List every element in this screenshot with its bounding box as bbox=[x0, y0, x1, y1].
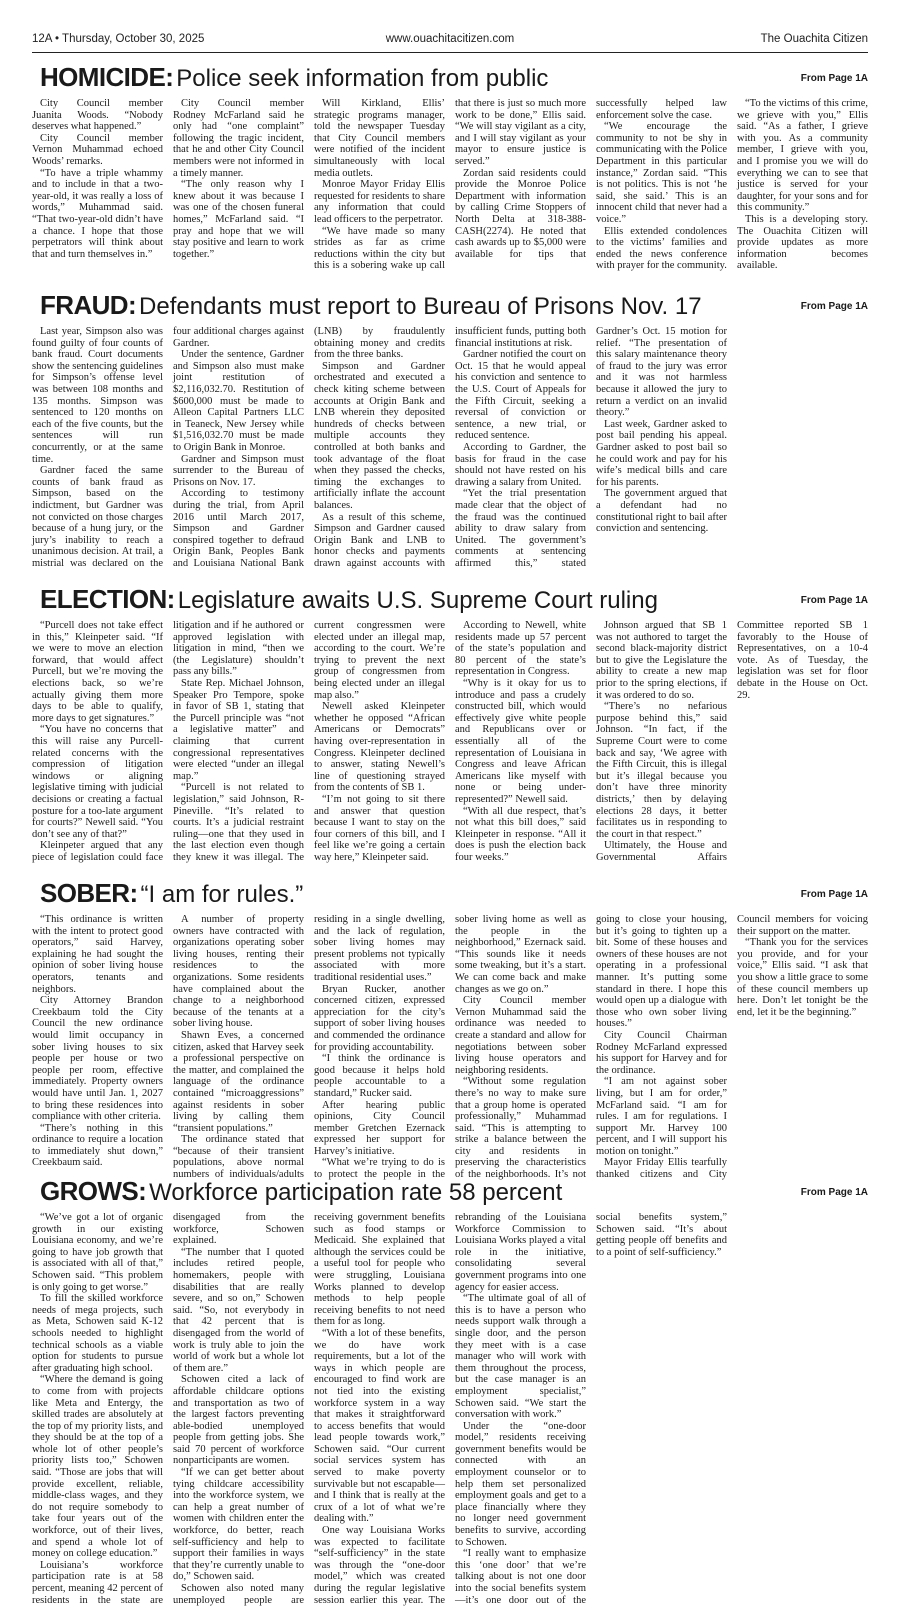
paragraph: One way Louisiana Works was expected to facilitate “self-sufficiency” in the state was through the “one-door model,” which was created during the regular legislative session earlier this year. The rebranding of the Louisiana Workforce Commission to Louisiana Works played a vital role in the initiative, consolidating several government programs into one agency for easier access. bbox=[314, 1212, 586, 1606]
paragraph: “Without some regulation there’s no way to make sure that a group home is operated professionally,” Muhammad said. “This is attempting to strike a balance between the city and residents in preserving the characteristics of the neighborhoods. It’s not going to close your housing, but it’s going to tighten up a bit. Some of these houses and owners of these houses are not operating in a professional manner. It’s putting some standard in there. I hope this would open up a dialogue with those who own sober living houses.” bbox=[455, 914, 727, 1181]
paragraph: “We’ve got a lot of organic growth in our existing Louisiana economy, and we’re going to have job growth that is associated with all of that,” Schowen said. “This problem is only going to get worse.” bbox=[32, 1212, 163, 1293]
story-body bbox=[32, 914, 868, 1192]
jump-label: From Page 1A bbox=[800, 1187, 868, 1198]
story-body bbox=[32, 1212, 868, 1610]
page-number: 12A bbox=[32, 33, 52, 45]
paragraph: Under the sentence, Gardner and Simpson also must make joint restitution of $2,116,032.70. Restitution of $600,000 must be made to Alleon Capital Partners LLC in Teaneck, New Jersey while $1,516,032.70 must be made to Origin Bank in Monroe. bbox=[173, 349, 304, 453]
story-fraud bbox=[32, 286, 868, 570]
paragraph: Zordan said residents could provide the Monroe Police Department with information by calling Crime Stoppers of North Delta at 318-388-CASH(2274). He noted that cash awards up to $5,000 were available for tips that successfully helped law enforcement solve the case. bbox=[455, 98, 727, 260]
paragraph: “With all due respect, that’s not what this bill does,” said Kleinpeter in response. “All it does is push the election back four weeks.” bbox=[455, 805, 586, 863]
story-kicker: ELECTION: Legislature awaits U.S. Supreme Court ruling bbox=[40, 584, 658, 614]
paragraph: “I am not against sober living, but I am for order,” McFarland said. “I am for rules. I am for regulations. I support Mr. Harvey 100 percent, and I will support his motion on tonight.” bbox=[596, 1076, 727, 1157]
story-kicker: FRAUD: Defendants must report to Bureau of Prisons Nov. 17 bbox=[40, 290, 702, 320]
paragraph: Monroe Mayor Friday Ellis requested for residents to share any information that could lead officers to the perpetrator. bbox=[314, 179, 445, 225]
paragraph: As a result of this scheme, Simpson and Gardner caused Origin Bank and LNB to honor checks and payments drawn against accounts with insufficient funds, putting both financial institutions at risk. bbox=[314, 326, 586, 569]
paragraph: According to testimony during the trial, from April 2016 until March 2017, Simpson and Gardner conspired together to defraud Origin Bank, Peoples Bank and Louisiana National Bank (LNB) by fraudulently obtaining money and credits from the three banks. bbox=[173, 326, 445, 569]
story-election bbox=[32, 580, 868, 864]
paragraph: The ordinance stated that “because of their transient populations, above normal numbers of individuals/adults residing in a single dwelling, and the lack of regulation, sober living homes may present problems not typically associated with more traditional residential uses.” bbox=[173, 914, 445, 1181]
paragraph: Last week, Gardner asked to post bail pending his appeal. Gardner asked to post bail so he could work and pay for his wife’s medical bills and care for his parents. bbox=[596, 418, 727, 488]
website-url[interactable]: www.ouachitacitizen.com bbox=[385, 33, 515, 45]
issue-date: Thursday, October 30, 2025 bbox=[62, 33, 205, 45]
paragraph: City Council Chairman Rodney McFarland expressed his support for Harvey and for the ordinance. bbox=[596, 1029, 727, 1076]
paragraph: “You have no concerns that this will raise any Purcell-related concerns with the compression of litigation windows or aligning legislative timing with judicial decisions or creating a factual posture for a too-late argument for courts?” Newell said. “You don’t see any of that?” bbox=[32, 724, 163, 840]
paragraph: Ultimately, the House and Governmental Affairs Committee reported SB 1 favorably to the House of Representatives, on a 10-4 vote. As of Tuesday, the legislation was set for floor debate in the House on Oct. 29. bbox=[596, 620, 868, 863]
paragraph: “We encourage the community to not be shy in communicating with the Police Department in this particular instance,” Zordan said. “This is not politics. This is not ‘he said, she said.’ This is an innocent child that never had a voice.” bbox=[596, 121, 727, 225]
folio-line bbox=[32, 30, 868, 50]
story-heading bbox=[32, 58, 868, 98]
paragraph: Ellis extended condolences to the victims’ families and ended the news conference with prayer for the community. bbox=[596, 225, 727, 272]
paragraph: Schowen cited a lack of affordable childcare options and transportation as two of the largest factors preventing able-bodied unemployed people from getting jobs. She said 70 percent of workforce nonparticipants are women. bbox=[173, 1374, 304, 1467]
story-kicker: SOBER: “I am for rules.” bbox=[40, 878, 304, 908]
paragraph: Gardner faced the same counts of bank fraud as Simpson, based on the indictment, but Gardner was not convicted on those charges because of a hung jury, or the jury’s inability to reach a unanimous decision. At trail, a mistrial was declared on the four additional charges against Gardner. bbox=[32, 326, 304, 569]
paragraph: “Yet the trial presentation made clear that the object of the fraud was the continued ability to draw salary from United. The government’s comments at sentencing affirmed this,” stated Gardner’s Oct. 15 motion for relief. “The presentation of this salary maintenance theory of fraud to the jury was error and it was not harmless because it allowed the jury to return a verdict on an invalid theory.” bbox=[455, 326, 727, 569]
paragraph: Shawn Eves, a concerned citizen, asked that Harvey seek a professional perspective on the matter, and complained the language of the ordinance contained “microaggressions” against residents in sober living by calling them “transient populations.” bbox=[173, 1029, 304, 1134]
paragraph: “Thank you for the services you provide, and for your voice,” Ellis said. “I ask that you show a little grace to some of these council members up here. Don’t let tonight be the end, let it be the beginning.” bbox=[737, 937, 868, 1018]
story-body bbox=[32, 326, 868, 570]
story-grows bbox=[32, 1172, 868, 1610]
paragraph: Kleinpeter argued that any piece of legislation could face litigation and if he authored or approved legislation with litigation in mind, “then we (the Legislature) shouldn’t pass any bills.” bbox=[32, 620, 304, 863]
paragraph: Gardner notified the court on Oct. 15 that he would appeal his conviction and sentence to the U.S. Court of Appeals for the Fifth Circuit, seeking a reversal of conviction or sentence, a new trial, or reduced sentence. bbox=[455, 349, 586, 442]
paragraph: After hearing public opinions, City Council member Gretchen Ezernack expressed her support for Harvey’s initiative. bbox=[314, 1099, 445, 1157]
paragraph: State Rep. Michael Johnson, Speaker Pro Tempore, spoke in favor of SB 1, stating that the Purcell principle was “not a legislative matter” and claiming that current congressional representatives were elected “under an illegal map.” bbox=[173, 677, 304, 782]
story-sober bbox=[32, 874, 868, 1192]
paragraph: “I think the ordinance is good because it helps hold people accountable to a standard,” Rucker said. bbox=[314, 1053, 445, 1099]
paragraph: Mayor Friday Ellis tearfully thanked citizens and City Council members for voicing their support on the matter. bbox=[596, 914, 868, 1181]
story-kicker: HOMICIDE: Police seek information from public bbox=[40, 62, 549, 92]
paragraph: “Purcell is not related to legislation,” said Johnson, R-Pineville. “It’s related to courts. It’s a judicial restraint ruling—one that they used in the last election even though they knew it was illegal. The current congressmen were elected under an illegal map, according to the court. We’re trying to prevent the next group of congressmen from being elected under an illegal map also.” bbox=[173, 620, 445, 863]
paragraph: “What we’re trying to do is to protect the people in the sober living home as well as the people in the neighborhood,” Ezernack said. “This sounds like it needs some tweaking, but it’s a start. We can come back and make changes as we go on.” bbox=[314, 914, 586, 1181]
folio-left: 12A • Thursday, October 30, 2025 bbox=[32, 33, 205, 45]
story-heading bbox=[32, 874, 868, 914]
jump-label: From Page 1A bbox=[800, 73, 868, 84]
paragraph: “The ultimate goal of all of this is to have a person who needs support walk through a single door, and the person they meet with is a case manager who will work with them throughout the process, but the case manager is an employment specialist,” Schowen said. “We start the conversation with work.” bbox=[455, 1293, 586, 1421]
jump-label: From Page 1A bbox=[800, 301, 868, 312]
paragraph: City Council member Vernon Muhammad said the ordinance was needed to create a standard and allow for negotiations between sober living house operators and neighboring residents. bbox=[455, 995, 586, 1076]
paragraph: To fill the skilled workforce needs of mega projects, such as Meta, Schowen said K-12 schools needed to highlight technical schools as a viable option for students to pursue after graduating high school. bbox=[32, 1293, 163, 1374]
story-heading bbox=[32, 1172, 868, 1212]
story-headline: Defendants must report to Bureau of Prisons Nov. 17 bbox=[139, 293, 702, 320]
newspaper-name: The Ouachita Citizen bbox=[760, 33, 868, 45]
story-headline: Police seek information from public bbox=[176, 65, 549, 92]
paragraph: Gardner and Simpson must surrender to the Bureau of Prisons on Nov. 17. bbox=[173, 453, 304, 488]
story-body bbox=[32, 98, 868, 276]
paragraph: A number of property owners have contracted with organizations operating sober living houses, renting their residences to the organizations. Some residents have complained about the change to a neighborhood because of the tenants at a sober living house. bbox=[173, 914, 304, 1030]
paragraph: “I’m not going to sit there and answer that question because I want to stay on the four corners of this bill, and I feel like we’re going a certain way here,” Kleinpeter said. bbox=[314, 793, 445, 863]
story-headline: “I am for rules.” bbox=[140, 881, 304, 908]
paragraph: Schowen also noted many unemployed people are receiving government benefits such as food stamps or Medicaid. She explained that although the services could be a useful tool for people who were struggling, Louisiana Works planned to develop methods to help people receiving benefits to not need them for as long. bbox=[173, 1212, 445, 1606]
story-headline: Workforce participation rate 58 percent bbox=[149, 1179, 563, 1206]
paragraph: “Where the demand is going to come from with projects like Meta and Entergy, the skilled trades are absolutely at the top of my priority lists, and they should be at the top of a whole lot of other people’s priority lists too,” Schowen said. “Those are jobs that will provide excellent, reliable, middle-class wages, and they do not require somebody to take four years out of the workforce, out of their lives, and spend a whole lot of money on college education.” bbox=[32, 1374, 163, 1560]
jump-label: From Page 1A bbox=[800, 595, 868, 606]
paragraph: “We have made so many strides as far as crime reductions within the city but this is a sobering wake up call that there is just so much more work to be done,” Ellis said. “We will stay vigilant as a city, and I will stay vigilant as your mayor to ensure justice is served.” bbox=[314, 98, 586, 272]
paragraph: “If we can get better about tying childcare accessibility into the workforce system, we can help a great number of women with children enter the workforce, do better, reach self-sufficiency and help to support their families in ways that they’re currently unable to do,” Schowen said. bbox=[173, 1467, 304, 1583]
story-homicide bbox=[32, 58, 868, 276]
story-body bbox=[32, 620, 868, 864]
story-headline: Legislature awaits U.S. Supreme Court ruling bbox=[177, 587, 658, 614]
paragraph: Newell asked Kleinpeter whether he opposed “African Americans or Democrats” having over-representation in Congress. Kleinpeter declined to answer, stating Newell’s line of questioning strayed from the contents of SB 1. bbox=[314, 701, 445, 794]
paragraph: Simpson and Gardner orchestrated and executed a check kiting scheme between accounts at Origin Bank and LNB wherein they deposited hundreds of checks between multiple accounts they controlled at both banks and took advantage of the float when they passed the checks, timing the exchanges to artificially inflate the account balances. bbox=[314, 360, 445, 511]
paragraph: Last year, Simpson also was found guilty of four counts of bank fraud. Court documents show the sentencing guidelines for Simpson’s offense level was between 108 months and 135 months. Simpson was sentenced to 120 months on each of the five counts, but the sentences will run concurrently, or at the same time. bbox=[32, 326, 163, 465]
paragraph: The government argued that a defendant had no constitutional right to bail after conviction and sentencing. bbox=[596, 488, 727, 535]
paragraph: According to Gardner, the basis for fraud in the case should not have rested on his drawing a salary from United. bbox=[455, 441, 586, 488]
paragraph: Under the “one-door model,” residents receiving government benefits would be connected with an employment counselor or to help them set personalized employment goals and get to a place financially where they no longer need government benefits to survive, according to Schowen. bbox=[455, 1420, 586, 1548]
paragraph: Will Kirkland, Ellis’ strategic programs manager, told the newspaper Tuesday that City Council members were notified of the incident simultaneously with local media outlets. bbox=[314, 98, 445, 179]
story-heading bbox=[32, 286, 868, 326]
paragraph: Bryan Rucker, another concerned citizen, expressed appreciation for the city’s support of sober living houses and commended the ordinance for providing accountability. bbox=[314, 983, 445, 1053]
paragraph: According to Newell, white residents made up 57 percent of the state’s population and 80 percent of the state’s representation in Congress. bbox=[455, 620, 586, 678]
paragraph: “I really want to emphasize this ‘one door’ that we’re talking about is not one door into the social benefits system—it’s one door out of the social benefits system,” Schowen said. “It’s about getting people off benefits and to a point of self-sufficiency.” bbox=[455, 1212, 727, 1606]
paragraph: “To have a triple whammy and to include in that a two-year-old, it was really a loss of words,” Muhammad said. “That two-year-old didn’t have a chance. I hope that those perpetrators will think about that and turn themselves in.” bbox=[32, 167, 163, 260]
jump-label: From Page 1A bbox=[800, 889, 868, 900]
folio-rule bbox=[32, 52, 868, 53]
paragraph: City Council member Vernon Muhammad echoed Woods’ remarks. bbox=[32, 132, 163, 167]
paragraph: Louisiana’s workforce participation rate is at 58 percent, meaning 42 percent of residents in the state are disengaged from the workforce, Schowen explained. bbox=[32, 1212, 304, 1606]
paragraph: “With a lot of these benefits, we do have work requirements, but a lot of the ways in which people are encouraged to find work are not tied into the existing workforce system in a way that makes it straightforward to access benefits that would lead people towards work,” Schowen said. “Our current social services system has served to make poverty survivable but not escapable—and I think that is really at the crux of a lot of what we’re dealing with.” bbox=[314, 1327, 445, 1525]
paragraph: “The number that I quoted includes retired people, homemakers, people with disabilities that are really severe, and so on,” Schowen said. “So, not everybody in that 42 percent that is disengaged from the world of work is truly able to join the world of work but a whole lot of them are.” bbox=[173, 1246, 304, 1374]
paragraph: City Attorney Brandon Creekbaum told the City Council the new ordinance would limit occupancy in sober living houses to six people per house or two people per room, effective immediately. Property owners would have until Jan. 1, 2027 to bring these residences into compliance with other criteria. bbox=[32, 995, 163, 1123]
story-kicker: GROWS: Workforce participation rate 58 percent bbox=[40, 1176, 563, 1206]
paragraph: City Council member Rodney McFarland said he only had “one complaint” following the tragic incident, that he and other City Council members were not informed in a timely manner. bbox=[173, 98, 304, 179]
paragraph: “This ordinance is written with the intent to protect good operators,” said Harvey, explaining he had sought the opinion of sober living house operators, tenants and neighbors. bbox=[32, 914, 163, 995]
paragraph: This is a developing story. The Ouachita Citizen will provide updates as more information becomes available. bbox=[737, 213, 868, 272]
paragraph: “Purcell does not take effect in this,” Kleinpeter said. “If we were to move an election forward, that would affect Purcell, but we’re moving the elections back, so we’re actually giving them more days to be able to qualify, more days to get signatures.” bbox=[32, 620, 163, 724]
paragraph: “To the victims of this crime, we grieve with you,” Ellis said. “As a father, I grieve with you. As a community member, I grieve with you, and I promise you we will do everything we can to see that justice is served for your daughter, for your sons and for this community.” bbox=[737, 98, 868, 214]
paragraph: Johnson argued that SB 1 was not authored to target the second black-majority district but to give the Legislature the ability to create a new map prior to the spring elections, if it was ordered to do so. bbox=[596, 620, 727, 701]
story-heading bbox=[32, 580, 868, 620]
paragraph: “Why is it okay for us to introduce and pass a crudely constructed bill, which would effectively give white people and Republicans over or essentially all of the representation of Louisiana in Congress and leave African Americans like myself with none or being under-represented?” Newell said. bbox=[455, 677, 586, 805]
paragraph: “The only reason why I knew about it was because I was one of the chosen funeral homes,” McFarland said. “I pray and hope that we will stay positive and learn to work together.” bbox=[173, 179, 304, 260]
paragraph: City Council member Juanita Woods. “Nobody deserves what happened.” bbox=[32, 98, 163, 133]
paragraph: “There’s no nefarious purpose behind this,” said Johnson. “In fact, if the Supreme Court were to come back and say, ‘We agree with the Fifth Circuit, this is illegal but it’s illegal because you don’t have three minority districts,’ then by delaying elections 28 days, it better facilitates us in responding to the court in that respect.” bbox=[596, 701, 727, 840]
paragraph: “There’s nothing in this ordinance to require a location to immediately shut down,” Creekbaum said. bbox=[32, 1122, 163, 1169]
